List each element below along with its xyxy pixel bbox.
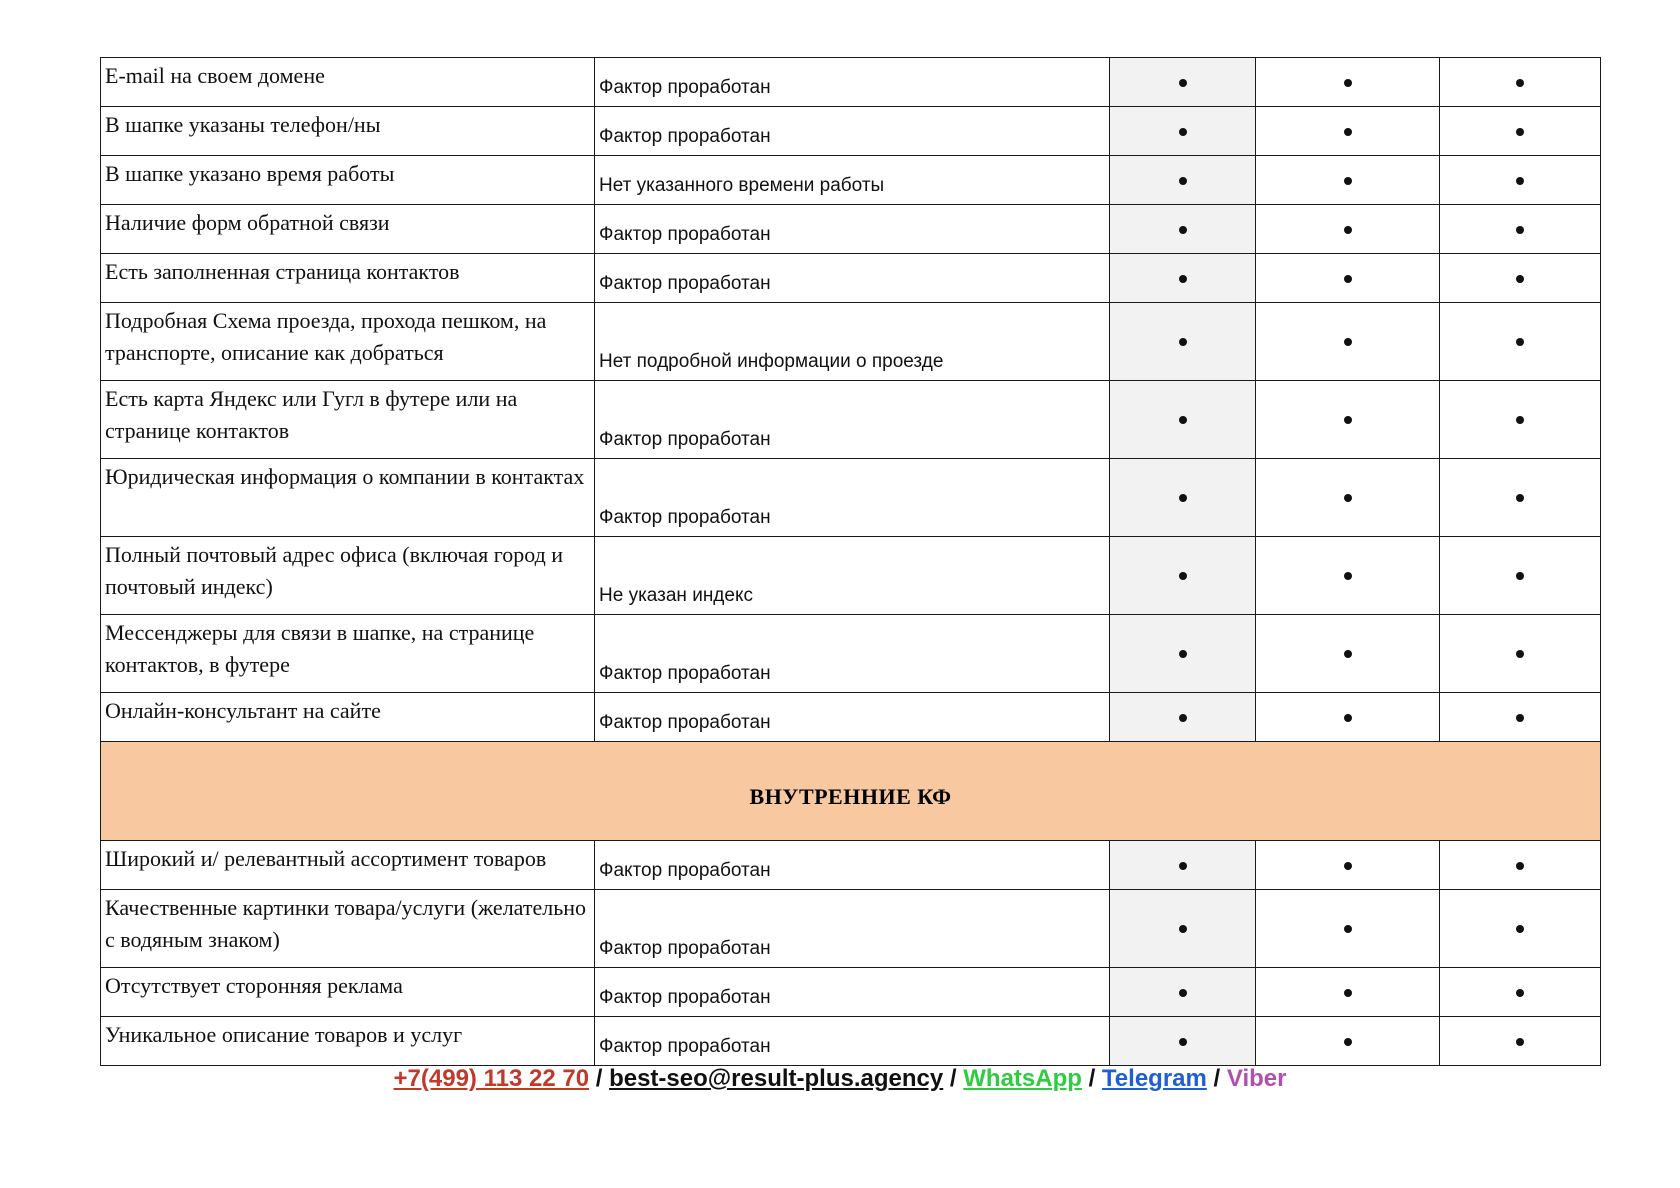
separator: /	[595, 1065, 603, 1092]
bullet-cell	[1440, 890, 1601, 968]
bullet-cell	[1440, 537, 1601, 615]
table-row	[101, 381, 1601, 459]
bullet-cell	[1256, 303, 1440, 381]
factor-status: Фактор проработан	[595, 459, 1110, 537]
factor-name: Есть карта Яндекс или Гугл в футере или на странице контактов	[101, 381, 595, 459]
factor-name: Есть заполненная страница контактов	[101, 254, 595, 303]
bullet-cell	[1256, 841, 1440, 890]
bullet-cell	[1440, 58, 1601, 107]
contact-footer	[0, 1065, 1680, 1093]
factor-status: Фактор проработан	[595, 968, 1110, 1017]
bullet-icon	[1344, 1038, 1352, 1046]
bullet-cell	[1440, 303, 1601, 381]
table-row	[101, 303, 1601, 381]
bullet-icon	[1516, 494, 1524, 502]
factor-name: Уникальное описание товаров и услуг	[101, 1017, 595, 1066]
factor-status: Фактор проработан	[595, 890, 1110, 968]
bullet-icon	[1344, 226, 1352, 234]
bullet-icon	[1179, 226, 1187, 234]
bullet-cell	[1256, 205, 1440, 254]
bullet-icon	[1516, 714, 1524, 722]
phone-link[interactable]: +7(499) 113 22 70	[393, 1065, 590, 1092]
factor-status: Не указан индекс	[595, 537, 1110, 615]
bullet-cell	[1256, 58, 1440, 107]
table-row	[101, 58, 1601, 107]
bullet-icon	[1516, 226, 1524, 234]
factor-name: Качественные картинки товара/услуги (желательно с водяным знаком)	[101, 890, 595, 968]
bullet-cell	[1256, 107, 1440, 156]
bullet-cell	[1110, 58, 1256, 107]
bullet-cell	[1256, 381, 1440, 459]
bullet-icon	[1179, 925, 1187, 933]
factor-status: Фактор проработан	[595, 381, 1110, 459]
telegram-link[interactable]: Telegram	[1101, 1065, 1207, 1092]
bullet-cell	[1440, 1017, 1601, 1066]
factor-status: Фактор проработан	[595, 58, 1110, 107]
bullet-icon	[1179, 177, 1187, 185]
factor-status: Фактор проработан	[595, 205, 1110, 254]
separator: /	[1088, 1065, 1096, 1092]
bullet-icon	[1344, 989, 1352, 997]
table-row	[101, 254, 1601, 303]
bullet-icon	[1344, 862, 1352, 870]
bullet-icon	[1516, 989, 1524, 997]
bullet-cell	[1110, 156, 1256, 205]
bullet-cell	[1110, 459, 1256, 537]
bullet-cell	[1256, 254, 1440, 303]
bullet-icon	[1516, 338, 1524, 346]
bullet-cell	[1110, 615, 1256, 693]
bullet-icon	[1516, 79, 1524, 87]
bullet-icon	[1344, 714, 1352, 722]
factors-table	[100, 57, 1601, 1066]
viber-label: Viber	[1226, 1065, 1287, 1092]
separator: /	[1213, 1065, 1221, 1092]
bullet-icon	[1516, 1038, 1524, 1046]
section-header-group	[101, 742, 1601, 841]
factor-status: Фактор проработан	[595, 693, 1110, 742]
factor-status: Фактор проработан	[595, 107, 1110, 156]
factor-name: Широкий и/ релевантный ассортимент товаров	[101, 841, 595, 890]
bullet-cell	[1110, 1017, 1256, 1066]
bullet-cell	[1110, 841, 1256, 890]
bullet-icon	[1516, 128, 1524, 136]
bullet-cell	[1110, 205, 1256, 254]
bullet-cell	[1440, 459, 1601, 537]
table-body-bottom	[101, 841, 1601, 1066]
factor-name: Отсутствует сторонняя реклама	[101, 968, 595, 1017]
factor-status: Нет подробной информации о проезде	[595, 303, 1110, 381]
bullet-icon	[1179, 862, 1187, 870]
factor-name: Полный почтовый адрес офиса (включая город и почтовый индекс)	[101, 537, 595, 615]
bullet-icon	[1344, 572, 1352, 580]
section-row	[101, 742, 1601, 841]
bullet-icon	[1516, 177, 1524, 185]
bullet-cell	[1110, 968, 1256, 1017]
table-body-top	[101, 58, 1601, 742]
bullet-cell	[1110, 107, 1256, 156]
factors-sheet	[100, 57, 1600, 1066]
table-row	[101, 107, 1601, 156]
table-row	[101, 1017, 1601, 1066]
table-row	[101, 156, 1601, 205]
bullet-icon	[1344, 650, 1352, 658]
bullet-icon	[1344, 416, 1352, 424]
bullet-icon	[1179, 1038, 1187, 1046]
bullet-cell	[1440, 107, 1601, 156]
factor-name: В шапке указано время работы	[101, 156, 595, 205]
bullet-icon	[1516, 862, 1524, 870]
separator: /	[949, 1065, 957, 1092]
bullet-cell	[1440, 968, 1601, 1017]
bullet-cell	[1440, 254, 1601, 303]
whatsapp-link[interactable]: WhatsApp	[963, 1065, 1082, 1092]
bullet-icon	[1344, 925, 1352, 933]
bullet-cell	[1440, 205, 1601, 254]
bullet-cell	[1110, 537, 1256, 615]
table-row	[101, 890, 1601, 968]
bullet-icon	[1516, 650, 1524, 658]
bullet-icon	[1344, 494, 1352, 502]
bullet-icon	[1344, 79, 1352, 87]
factor-name: Наличие форм обратной связи	[101, 205, 595, 254]
bullet-icon	[1344, 338, 1352, 346]
factor-name: Мессенджеры для связи в шапке, на странице контактов, в футере	[101, 615, 595, 693]
bullet-icon	[1179, 275, 1187, 283]
bullet-icon	[1179, 572, 1187, 580]
table-row	[101, 968, 1601, 1017]
bullet-icon	[1344, 177, 1352, 185]
bullet-cell	[1110, 693, 1256, 742]
factor-name: Юридическая информация о компании в контактах	[101, 459, 595, 537]
bullet-icon	[1179, 338, 1187, 346]
bullet-icon	[1179, 650, 1187, 658]
table-row	[101, 537, 1601, 615]
bullet-icon	[1516, 925, 1524, 933]
bullet-cell	[1440, 841, 1601, 890]
factor-status: Фактор проработан	[595, 841, 1110, 890]
bullet-icon	[1179, 128, 1187, 136]
bullet-icon	[1179, 79, 1187, 87]
table-row	[101, 205, 1601, 254]
bullet-cell	[1256, 156, 1440, 205]
bullet-icon	[1179, 494, 1187, 502]
bullet-cell	[1256, 693, 1440, 742]
bullet-cell	[1110, 254, 1256, 303]
table-row	[101, 693, 1601, 742]
bullet-cell	[1256, 890, 1440, 968]
factor-name: Онлайн-консультант на сайте	[101, 693, 595, 742]
factor-status: Фактор проработан	[595, 615, 1110, 693]
bullet-cell	[1440, 156, 1601, 205]
table-row	[101, 459, 1601, 537]
factor-status: Фактор проработан	[595, 1017, 1110, 1066]
bullet-cell	[1440, 381, 1601, 459]
bullet-icon	[1179, 989, 1187, 997]
bullet-icon	[1516, 572, 1524, 580]
bullet-cell	[1110, 381, 1256, 459]
bullet-cell	[1110, 890, 1256, 968]
factor-name: Подробная Схема проезда, прохода пешком, на транспорте, описание как добраться	[101, 303, 595, 381]
table-row	[101, 615, 1601, 693]
bullet-icon	[1344, 275, 1352, 283]
bullet-icon	[1516, 275, 1524, 283]
email-link[interactable]: best-seo@result-plus.agency	[609, 1065, 944, 1092]
table-row	[101, 841, 1601, 890]
bullet-cell	[1440, 693, 1601, 742]
bullet-cell	[1256, 968, 1440, 1017]
bullet-icon	[1179, 416, 1187, 424]
bullet-icon	[1516, 416, 1524, 424]
bullet-cell	[1256, 459, 1440, 537]
section-title: ВНУТРЕННИЕ КФ	[101, 742, 1601, 841]
bullet-cell	[1256, 615, 1440, 693]
bullet-icon	[1179, 714, 1187, 722]
factor-status: Фактор проработан	[595, 254, 1110, 303]
bullet-cell	[1256, 1017, 1440, 1066]
bullet-cell	[1110, 303, 1256, 381]
bullet-cell	[1440, 615, 1601, 693]
bullet-icon	[1344, 128, 1352, 136]
factor-status: Нет указанного времени работы	[595, 156, 1110, 205]
factor-name: E-mail на своем домене	[101, 58, 595, 107]
bullet-cell	[1256, 537, 1440, 615]
factor-name: В шапке указаны телефон/ны	[101, 107, 595, 156]
